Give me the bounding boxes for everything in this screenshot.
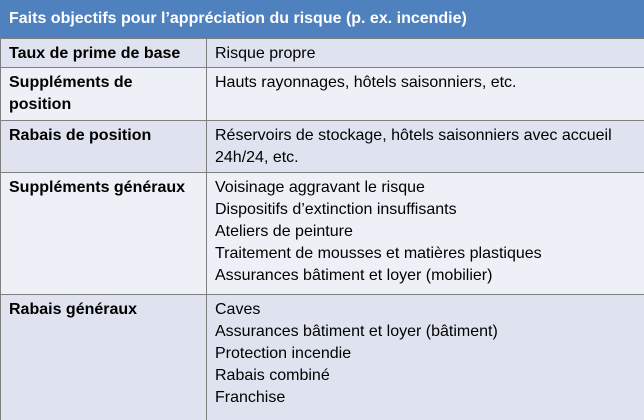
detail-item: Risque propre: [215, 43, 636, 65]
table-row: [1, 173, 644, 295]
detail-item: Protection incendie: [215, 343, 636, 365]
detail-item: Assurances bâtiment et loyer (mobilier): [215, 265, 636, 287]
detail-item: Ateliers de peinture: [215, 221, 636, 243]
row-label: [1, 39, 207, 68]
row-label-text: Rabais de position: [9, 125, 198, 147]
detail-item: Assurances bâtiment et loyer (bâtiment): [215, 321, 636, 343]
table-row: [1, 295, 644, 420]
row-label: [1, 173, 207, 295]
detail-item: Franchise: [215, 387, 636, 409]
row-details: [207, 295, 644, 420]
risk-factors-table: [0, 38, 644, 420]
detail-item: Réservoirs de stockage, hôtels saisonniers avec accueil 24h/24, etc.: [215, 125, 630, 169]
row-label: [1, 68, 207, 121]
detail-item: Voisinage aggravant le risque: [215, 177, 636, 199]
row-label-text: Suppléments de position: [9, 72, 166, 116]
detail-item: Rabais combiné: [215, 365, 636, 387]
row-details: [207, 173, 644, 295]
detail-item: Hauts rayonnages, hôtels saisonniers, etc.: [215, 72, 636, 94]
table-title: Faits objectifs pour l’appréciation du risque (p. ex. incendie): [0, 0, 644, 38]
row-details: [207, 121, 644, 173]
detail-item: Traitement de mousses et matières plastiques: [215, 243, 636, 265]
row-label-text: Rabais généraux: [9, 299, 198, 321]
row-label: [1, 295, 207, 420]
row-details: [207, 39, 644, 68]
detail-item: Caves: [215, 299, 636, 321]
row-details: [207, 68, 644, 121]
row-label: [1, 121, 207, 173]
table-row: [1, 39, 644, 68]
table-row: [1, 68, 644, 121]
row-label-text: Suppléments généraux: [9, 177, 198, 199]
detail-item: Dispositifs d’extinction insuffisants: [215, 199, 636, 221]
row-label-text: Taux de prime de base: [9, 43, 198, 65]
table-row: [1, 121, 644, 173]
